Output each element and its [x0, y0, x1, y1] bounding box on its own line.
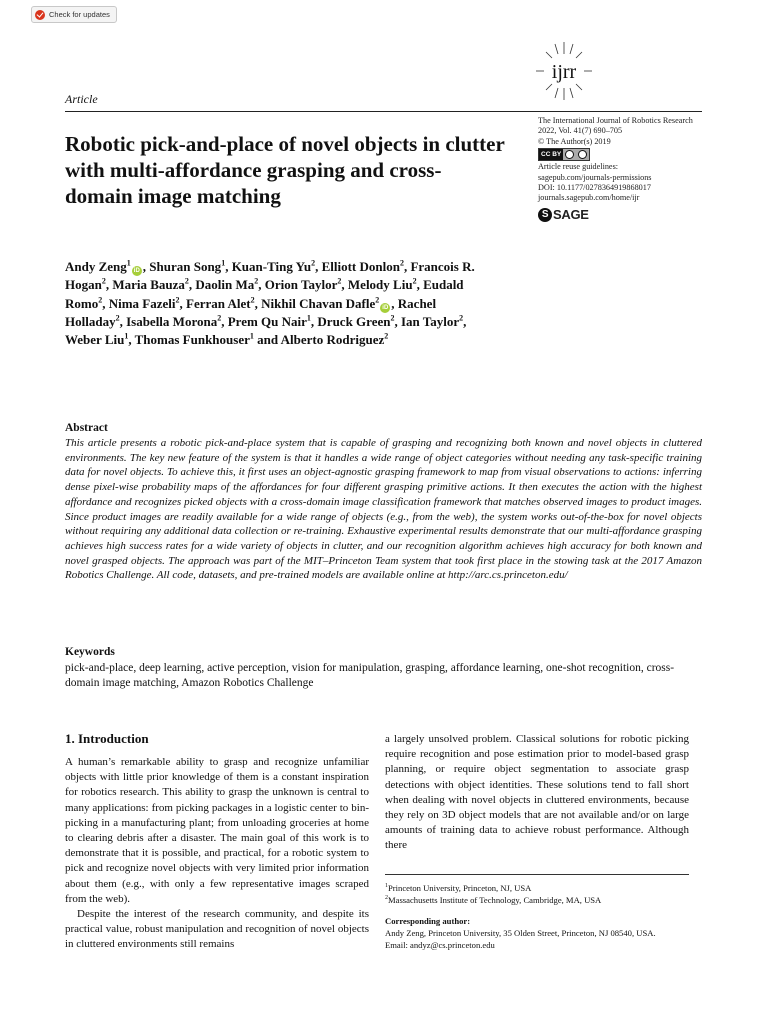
journal-name: The International Journal of Robotics Research: [538, 116, 693, 125]
journal-volume: 2022, Vol. 41(7) 690–705: [538, 126, 623, 136]
orcid-icon[interactable]: iD: [382, 304, 389, 311]
author-name[interactable]: Nikhil Chavan Dafle$^2$iD: [261, 295, 389, 311]
corresponding-author-heading: Corresponding author:: [385, 916, 471, 926]
abstract-text: This article presents a robotic pick-and-place system that is capable of grasping and recognizing both known and novel objects in cluttered environments. The key new feature of the system is that it handles a wide range of object categories without needing any task-specific training data for novel objects. To achieve this, it first uses an object-agnostic grasping framework to map from visual observations to actions: inferring dense pixel-wise probability maps of the affordances for four different grasping primitive actions. It then executes the action with the highest affordance and recognizes picked objects with a cross-domain image classification framework that matches observed images to product images. Since product images are readily available for a wide range of objects (e.g., from the web), the system works out-of-the-box for novel objects without requiring any additional data collection or re-training. Exhaustive experimental results demonstrate that our multi-affordance grasping achieves high success rates for a wide variety of objects in clutter, and our recognition algorithm achieves high accuracy for both known and novel grasped objects. The approach was part of the MIT–Princeton Team system that took first place in the stowing task at the 2017 Amazon Robotics Challenge. All code, datasets, and pre-trained models are available online at http://arc.cs.princeton.edu/: [65, 437, 702, 582]
author-name[interactable]: Ferran Alet$^2$: [186, 295, 255, 311]
affiliation-1: $^1$Princeton University, Princeton, NJ, USA: [385, 883, 532, 893]
affiliation-marker: 2: [254, 276, 259, 286]
author-name[interactable]: Eudald Romo$^2$: [65, 277, 464, 311]
author-name[interactable]: Elliott Donlon$^2$: [321, 258, 404, 274]
journal-url-link[interactable]: journals.sagepub.com/home/ijr: [538, 193, 640, 203]
publisher-name: SAGE: [553, 206, 589, 222]
paper-title: Robotic pick-and-place of novel objects in clutter with multi-affordance grasping and cross-domain image matching: [65, 132, 505, 208]
corresponding-author-address: Andy Zeng, Princeton University, 35 Olden Street, Princeton, NJ 08540, USA.: [385, 928, 656, 938]
author-name[interactable]: Maria Bauza$^2$: [112, 276, 189, 293]
affiliation-marker: 2: [337, 276, 342, 286]
footnotes: [385, 882, 695, 951]
author-name[interactable]: Shuran Song$^1$: [149, 258, 226, 274]
author-name[interactable]: Isabella Morona$^2$: [126, 313, 222, 329]
journal-logo-text: ijrr: [551, 61, 577, 83]
affiliation-marker: 2: [115, 313, 120, 323]
publisher-logo: [538, 208, 718, 222]
reuse-guidelines-label: Article reuse guidelines:: [538, 162, 619, 172]
check-for-updates-button[interactable]: [31, 6, 117, 23]
affiliation-marker: 2: [384, 331, 389, 341]
author-name[interactable]: Orion Taylor$^2$: [264, 276, 342, 293]
affiliation-marker: 1: [126, 258, 131, 268]
affiliation-marker: 1: [249, 331, 254, 341]
author-name[interactable]: Druck Green$^2$: [317, 313, 395, 329]
journal-info: [538, 116, 718, 222]
author-name[interactable]: Alberto Rodriguez$^2$: [280, 331, 389, 348]
author-name[interactable]: Melody Liu$^2$: [347, 276, 417, 293]
sage-icon: S: [538, 208, 552, 222]
affiliation-marker: 2: [217, 313, 222, 323]
permissions-link[interactable]: sagepub.com/journals-permissions: [538, 172, 652, 182]
doi-text[interactable]: DOI: 10.1177/0278364919868017: [538, 183, 651, 193]
check-updates-icon: [35, 10, 45, 20]
footnote-divider: [385, 874, 689, 875]
affiliation-marker: 2: [390, 313, 395, 323]
header-divider: [65, 111, 702, 112]
intro-paragraph-2: Despite the interest of the research community, and despite its practical value, robust manipulation and recognition of novel objects in cluttered environments still remains: [65, 908, 369, 951]
author-name[interactable]: Thomas Funkhouser$^1$: [134, 331, 254, 348]
affiliation-marker: 2: [311, 258, 316, 268]
affiliation-marker: 2: [184, 276, 189, 286]
introduction-heading: 1. Introduction: [65, 731, 149, 746]
check-for-updates-label: Check for updates: [49, 10, 110, 19]
affiliation-marker: 1: [306, 313, 311, 323]
author-name[interactable]: Ian Taylor$^2$: [400, 313, 464, 329]
article-type-label: Article: [65, 92, 98, 106]
affiliation-marker: 1: [124, 331, 129, 341]
by-icon: [578, 150, 587, 159]
abstract-heading: Abstract: [65, 422, 108, 434]
orcid-icon[interactable]: iD: [133, 268, 140, 274]
affiliation-marker: 1: [221, 258, 226, 268]
corresponding-author-email[interactable]: Email: andyz@cs.princeton.edu: [385, 940, 495, 950]
affiliation-marker: 2: [459, 313, 464, 323]
author-name[interactable]: Andy Zeng$^1$iD: [65, 258, 140, 274]
author-list: Andy Zeng$^1$iD , Shuran Song$^1$, Kuan-Ting Yu$^2$, Elliott Donlon$^2$, Francois R. Hogan$^2$, Maria Bauza$^2$, Daolin Ma$^2$, Orion Taylor$^2$, Melody Liu$^2$, Eudald Romo$^2$, Nima Fazeli$^2$, Ferran Alet$^2$, Nikhil Chavan Dafle$^2$iD , Rachel Holladay$^2$, Isabella Morona$^2$, Prem Qu Nair$^1$, Druck Green$^2$, Ian Taylor$^2$, Weber Liu$^1$, Thomas Funkhouser$^1$ and Alberto Rodriguez$^2$: [65, 258, 475, 348]
journal-logo: [534, 40, 594, 102]
affiliation-marker: 2: [412, 276, 417, 286]
intro-paragraph-1: A human’s remarkable ability to grasp and recognize unfamiliar objects with little prior knowledge of them is a constant inspiration for robotics research. This ability to grasp the unknown is central to many applications: from picking packages in a logistic center to bin-picking in a manufacturing plant; from unloading groceries at home to clearing debris after a disaster. The main goal of this work is to demonstrate that it is possible, and practical, for a robotic system to pick and recognize novel objects with very limited prior information about them (e.g., with only a few representative images scraped from the web).: [65, 756, 369, 905]
keywords-heading: Keywords: [65, 646, 115, 658]
author-name[interactable]: Prem Qu Nair$^1$: [227, 313, 311, 329]
license-label: CC BY: [541, 151, 562, 159]
affiliation-marker: 2: [250, 295, 255, 305]
author-name[interactable]: Weber Liu$^1$: [65, 331, 129, 348]
affiliation-marker: 2: [101, 276, 106, 286]
intro-paragraph-3: a largely unsolved problem. Classical solutions for robotic picking require recognition and pose estimation prior to model-based grasp planning, or require object segmentation to associate grasp detections with object identities. These solutions tend to fall short when dealing with novel objects in cluttered environments, because they rely on 3D object models that are not available and/or on large amounts of training data to achieve robust performance. Although there: [385, 733, 689, 852]
author-name[interactable]: Francois R. Hogan$^2$: [65, 259, 475, 293]
author-name[interactable]: Kuan-Ting Yu$^2$: [231, 258, 316, 274]
journal-copyright: © The Author(s) 2019: [538, 136, 611, 146]
affiliation-marker: 2: [98, 295, 103, 305]
license-badge[interactable]: [538, 148, 590, 161]
author-name[interactable]: Daolin Ma$^2$: [195, 276, 259, 293]
affiliation-marker: 2: [175, 295, 180, 305]
right-column: [385, 732, 689, 854]
affiliation-marker: 2: [375, 295, 380, 305]
author-name[interactable]: Nima Fazeli$^2$: [108, 295, 180, 311]
cc-icon: [565, 150, 574, 159]
affiliation-marker: 2: [399, 258, 404, 268]
author-name[interactable]: Rachel Holladay$^2$: [65, 295, 437, 329]
left-column: [65, 755, 369, 953]
affiliation-2: $^2$Massachusetts Institute of Technology, Cambridge, MA, USA: [385, 895, 602, 905]
keywords-text: pick-and-place, deep learning, active perception, vision for manipulation, grasping, affordance learning, one-shot recognition, cross-domain image matching, Amazon Robotics Challenge: [65, 662, 675, 689]
